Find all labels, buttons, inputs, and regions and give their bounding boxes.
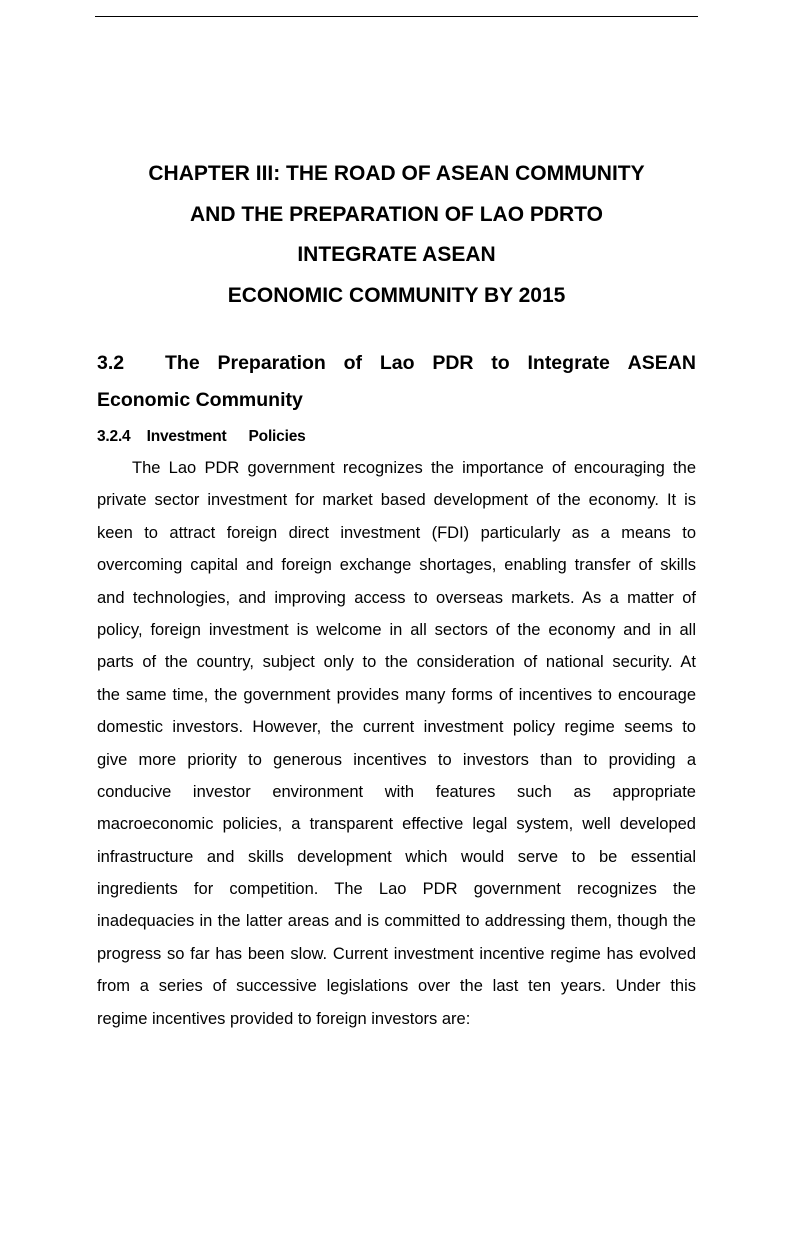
paragraph-line: and technologies, and improving access to overseas markets. As a matter of — [97, 588, 696, 607]
paragraph-line: regime incentives provided to foreign investors are: — [97, 1009, 471, 1028]
section-title-word: to — [491, 352, 510, 374]
section-title-word: Lao — [379, 352, 415, 374]
paragraph-line: progress so far has been slow. Current investment incentive regime has evolved — [97, 944, 696, 963]
paragraph-line: conducive investor environment with features such as appropriate — [97, 782, 696, 801]
subsection-title-word: Policies — [248, 428, 306, 445]
paragraph-line: domestic investors. However, the current investment policy regime seems to — [97, 718, 696, 737]
header-rule — [95, 16, 698, 17]
paragraph-line: keen to attract foreign direct investment (FDI) particularly as a means to — [97, 523, 696, 542]
chapter-title-line: AND THE PREPARATION OF LAO PDRTO — [189, 202, 603, 226]
paragraph-line: macroeconomic policies, a transparent effective legal system, well developed — [97, 815, 696, 834]
subsection-number: 3.2.4 — [97, 428, 131, 445]
section-title-line2: Economic Community — [97, 389, 303, 411]
section-number: 3.2 — [97, 352, 125, 374]
subsection-title-word: Investment — [146, 428, 227, 445]
chapter-title-line: ECONOMIC COMMUNITY BY 2015 — [227, 283, 566, 307]
paragraph-line: private sector investment for market based development of the economy. It is — [97, 491, 696, 510]
section-title-word: ASEAN — [627, 352, 696, 374]
section-title-words — [165, 345, 696, 382]
section-title-word: PDR — [432, 352, 474, 374]
paragraph-line: the same time, the government provides many forms of incentives to encourage — [97, 685, 696, 704]
section-title-word: The — [165, 352, 200, 374]
chapter-title-line: INTEGRATE ASEAN — [297, 243, 496, 266]
paragraph-line: The Lao PDR government recognizes the importance of encouraging the — [132, 459, 696, 477]
section-title-word: Preparation — [217, 352, 326, 374]
section-heading — [97, 345, 696, 419]
paragraph-line: policy, foreign investment is welcome in all sectors of the economy and in all — [97, 620, 696, 639]
paragraph-line: inadequacies in the latter areas and is committed to addressing them, though the — [97, 912, 696, 931]
paragraph-line: infrastructure and skills development which would serve to be essential — [97, 847, 696, 866]
paragraph-line: overcoming capital and foreign exchange shortages, enabling transfer of skills — [97, 556, 696, 575]
body-paragraph — [97, 452, 696, 1035]
paragraph-line: parts of the country, subject only to the consideration of national security. At — [97, 653, 696, 672]
paragraph-line: give more priority to generous incentives to investors than to providing a — [97, 750, 696, 769]
chapter-title — [97, 154, 696, 316]
section-title-word: Integrate — [527, 352, 610, 374]
chapter-title-line: CHAPTER III: THE ROAD OF ASEAN COMMUNITY — [148, 162, 645, 185]
section-title-word: of — [343, 352, 363, 374]
section-heading-line — [97, 345, 696, 382]
paragraph-line: from a series of successive legislations over the last ten years. Under this — [97, 977, 696, 996]
subsection-heading — [97, 425, 306, 449]
paragraph-line: ingredients for competition. The Lao PDR government recognizes the — [97, 880, 696, 899]
